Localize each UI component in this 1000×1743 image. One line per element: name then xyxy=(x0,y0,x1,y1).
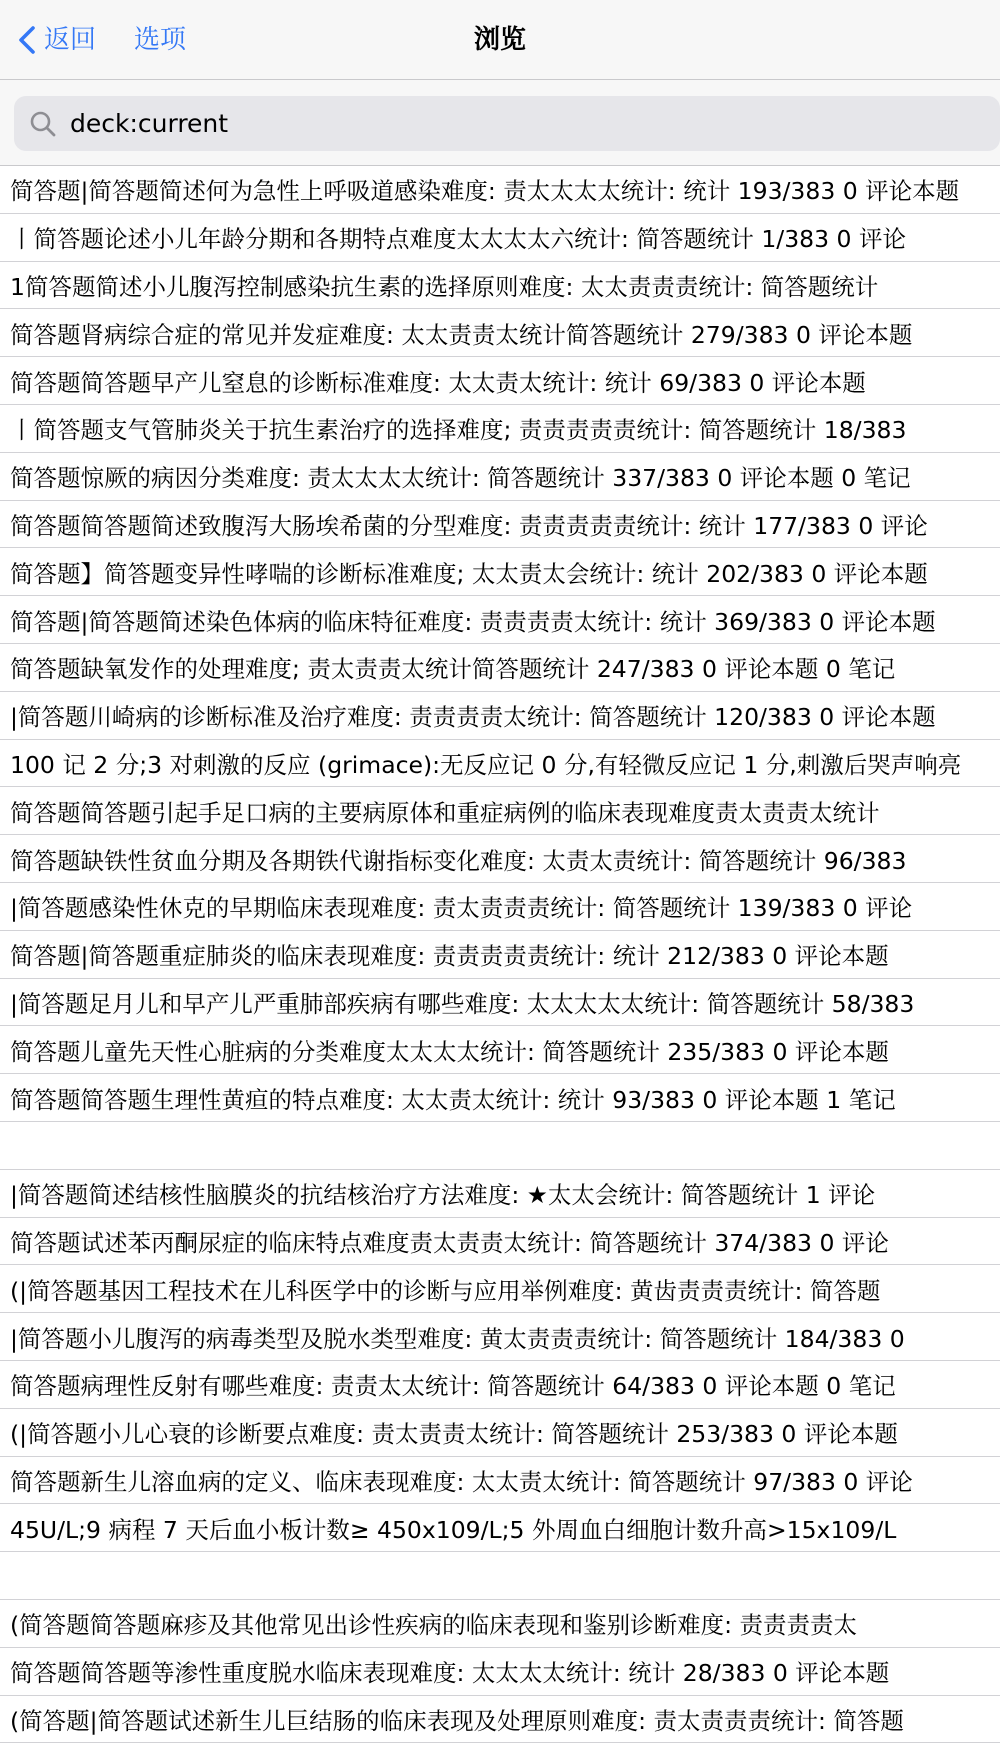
list-item[interactable] xyxy=(0,1218,1000,1266)
list-item-text: 简答题|简答题重症肺炎的临床表现难度: 责责责责责统计: 统计 212/383 0 评论本题 xyxy=(10,937,980,971)
list-item[interactable] xyxy=(0,1696,1000,1743)
list-item[interactable] xyxy=(0,979,1000,1027)
list-item-text: 简答题新生儿溶血病的定义、临床表现难度: 太太责太统计: 简答题统计 97/383 0 评论 xyxy=(10,1463,980,1497)
list-item[interactable] xyxy=(0,740,1000,788)
list-item-text: (|简答题基因工程技术在儿科医学中的诊断与应用举例难度: 黄齿责责责统计: 简答题 xyxy=(10,1272,980,1306)
list-item-text: (简答题|简答题试述新生儿巨结肠的临床表现及处理原则难度: 责太责责责统计: 简答题 xyxy=(10,1702,980,1736)
list-item-text: 简答题惊厥的病因分类难度: 责太太太太统计: 简答题统计 337/383 0 评论本题 0 笔记 xyxy=(10,459,980,493)
list-item-text: 100 记 2 分;3 对刺激的反应 (grimace):无反应记 0 分,有轻微反应记 1 分,刺激后哭声响亮 xyxy=(10,746,980,780)
options-button[interactable]: 选项 xyxy=(134,18,186,62)
list-item[interactable] xyxy=(0,1552,1000,1600)
list-item-text: 丨简答题支气管肺炎关于抗生素治疗的选择难度; 责责责责责统计: 简答题统计 18/383 xyxy=(10,411,980,445)
search-field[interactable] xyxy=(14,96,1000,151)
list-item-text: 45U/L;9 病程 7 天后血小板计数≥ 450x109/L;5 外周血白细胞计数升高>15x109/L xyxy=(10,1511,980,1545)
list-item-text: |简答题川崎病的诊断标准及治疗难度: 责责责责太统计: 简答题统计 120/383 0 评论本题 xyxy=(10,698,980,732)
list-item-text: 简答题简答题引起手足口病的主要病原体和重症病例的临床表现难度责太责责太统计 xyxy=(10,794,980,828)
list-item-text: 简答题试述苯丙酮尿症的临床特点难度责太责责太统计: 简答题统计 374/383 0 评论 xyxy=(10,1224,980,1258)
search-bar xyxy=(0,80,1000,166)
list-item-text: 简答题简答题简述致腹泻大肠埃希菌的分型难度: 责责责责责统计: 统计 177/383 0 评论 xyxy=(10,507,980,541)
list-item-text: 简答题|简答题简述何为急性上呼吸道感染难度: 责太太太太统计: 统计 193/383 0 评论本题 xyxy=(10,172,980,206)
list-item-text: 简答题简答题生理性黄疸的特点难度: 太太责太统计: 统计 93/383 0 评论本题 1 笔记 xyxy=(10,1081,980,1115)
navigation-bar xyxy=(0,0,1000,80)
card-list xyxy=(0,166,1000,1743)
list-item-text: 简答题肾病综合症的常见并发症难度: 太太责责太统计简答题统计 279/383 0 评论本题 xyxy=(10,316,980,350)
list-item-text: 简答题简答题早产儿窒息的诊断标准难度: 太太责太统计: 统计 69/383 0 评论本题 xyxy=(10,364,980,398)
list-item[interactable] xyxy=(0,1313,1000,1361)
list-item-text: (简答题简答题麻疹及其他常见出诊性疾病的临床表现和鉴别诊断难度: 责责责责太 xyxy=(10,1606,980,1640)
back-button[interactable] xyxy=(18,18,96,62)
list-item[interactable] xyxy=(0,1170,1000,1218)
list-item-text: 简答题缺氧发作的处理难度; 责太责责太统计简答题统计 247/383 0 评论本题 0 笔记 xyxy=(10,650,980,684)
list-item[interactable] xyxy=(0,405,1000,453)
list-item-text: 简答题儿童先天性心脏病的分类难度太太太太统计: 简答题统计 235/383 0 评论本题 xyxy=(10,1033,980,1067)
list-item[interactable] xyxy=(0,596,1000,644)
list-item[interactable] xyxy=(0,501,1000,549)
list-item[interactable] xyxy=(0,1074,1000,1122)
list-item-text: 简答题简答题等渗性重度脱水临床表现难度: 太太太太统计: 统计 28/383 0 评论本题 xyxy=(10,1654,980,1688)
list-item[interactable] xyxy=(0,1648,1000,1696)
list-item[interactable] xyxy=(0,453,1000,501)
search-input[interactable] xyxy=(70,104,970,144)
list-item[interactable] xyxy=(0,1504,1000,1552)
list-item[interactable] xyxy=(0,1600,1000,1648)
list-item[interactable] xyxy=(0,548,1000,596)
list-item[interactable] xyxy=(0,1122,1000,1170)
list-item-text: |简答题简述结核性脑膜炎的抗结核治疗方法难度: ★太太会统计: 简答题统计 1 评论 xyxy=(10,1176,980,1210)
list-item[interactable] xyxy=(0,1409,1000,1457)
list-item[interactable] xyxy=(0,644,1000,692)
list-item[interactable] xyxy=(0,166,1000,214)
page-title: 浏览 xyxy=(0,18,1000,62)
list-item-text: (|简答题小儿心衰的诊断要点难度: 责太责责太统计: 简答题统计 253/383 0 评论本题 xyxy=(10,1415,980,1449)
list-item-text: |简答题足月儿和早产儿严重肺部疾病有哪些难度: 太太太太太统计: 简答题统计 58/383 xyxy=(10,985,980,1019)
list-item[interactable] xyxy=(0,787,1000,835)
search-icon xyxy=(28,109,58,139)
back-button-label: 返回 xyxy=(44,18,96,62)
list-item[interactable] xyxy=(0,262,1000,310)
list-item-text: 简答题病理性反射有哪些难度: 责责太太统计: 简答题统计 64/383 0 评论本题 0 笔记 xyxy=(10,1367,980,1401)
list-item[interactable] xyxy=(0,357,1000,405)
list-item[interactable] xyxy=(0,309,1000,357)
list-item[interactable] xyxy=(0,1457,1000,1505)
list-item[interactable] xyxy=(0,692,1000,740)
list-item[interactable] xyxy=(0,1026,1000,1074)
list-item[interactable] xyxy=(0,931,1000,979)
list-item-text: 丨简答题论述小儿年龄分期和各期特点难度太太太太六统计: 简答题统计 1/383 0 评论 xyxy=(10,220,980,254)
chevron-left-icon xyxy=(18,25,36,55)
list-item[interactable] xyxy=(0,1361,1000,1409)
list-item[interactable] xyxy=(0,883,1000,931)
list-item-text: |简答题感染性休克的早期临床表现难度: 责太责责责统计: 简答题统计 139/383 0 评论 xyxy=(10,889,980,923)
list-item[interactable] xyxy=(0,835,1000,883)
list-item-text: 1简答题简述小儿腹泻控制感染抗生素的选择原则难度: 太太责责责统计: 简答题统计 xyxy=(10,268,980,302)
list-item-text: |简答题小儿腹泻的病毒类型及脱水类型难度: 黄太责责责统计: 简答题统计 184/383 0 xyxy=(10,1320,980,1354)
list-item[interactable] xyxy=(0,1265,1000,1313)
list-item-text: 简答题】简答题变异性哮喘的诊断标准难度; 太太责太会统计: 统计 202/383 0 评论本题 xyxy=(10,555,980,589)
list-item[interactable] xyxy=(0,214,1000,262)
list-item-text: 简答题缺铁性贫血分期及各期铁代谢指标变化难度: 太责太责统计: 简答题统计 96/383 xyxy=(10,842,980,876)
list-item-text: 简答题|简答题简述染色体病的临床特征难度: 责责责责太统计: 统计 369/383 0 评论本题 xyxy=(10,603,980,637)
